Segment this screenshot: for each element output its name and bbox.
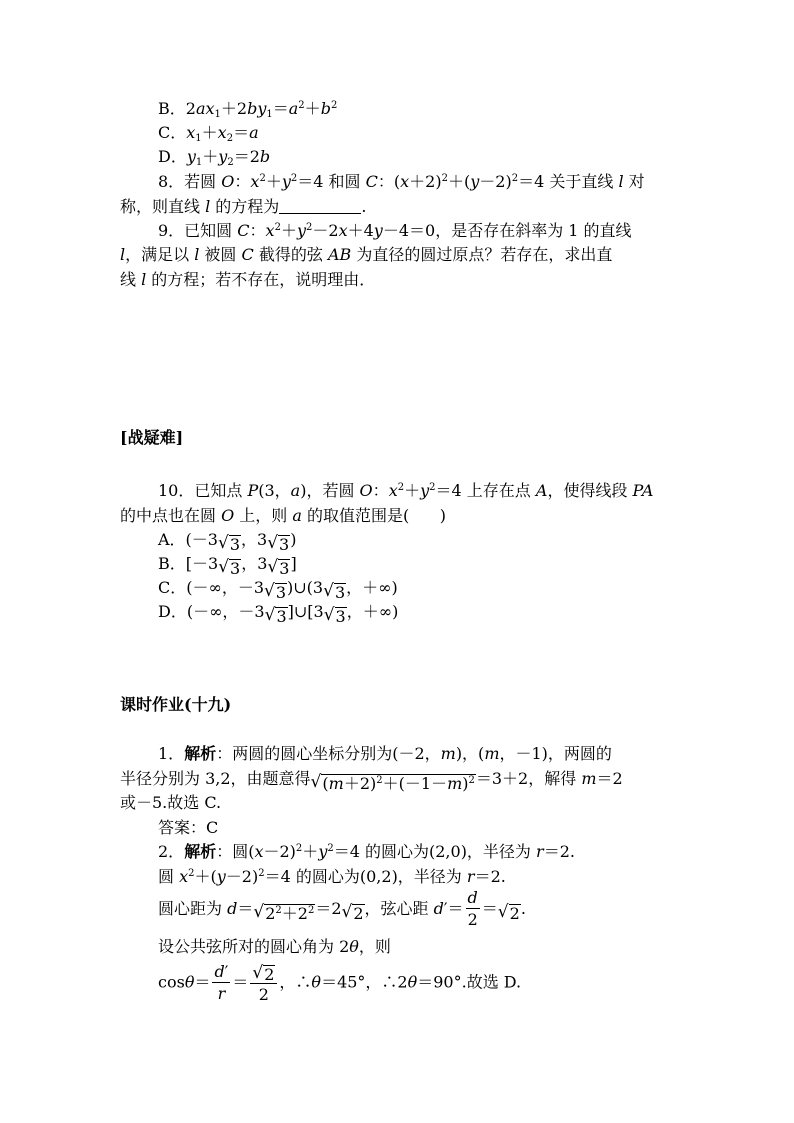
- a2-line-1: 2．解析：圆$(x-2)^2+y^2=4$ 的圆心为(2,0)，半径为 r＝2.: [158, 842, 575, 861]
- a2-line-4: 设公共弦所对的圆心角为 2θ，则: [158, 937, 391, 956]
- a1-line-3: 或－5.故选 C.: [120, 793, 222, 812]
- a2-line-2: 圆 $x^2+(y-2)^2=4$ 的圆心为(0,2)，半径为 r＝2.: [158, 867, 506, 886]
- answers-heading: 课时作业(十九): [120, 695, 232, 714]
- q10-option-c: C．(－∞，－3 √ 3 )∪(3 √ 3 ，＋∞): [158, 578, 398, 602]
- q10-option-d: D．(－∞，－3 √ 3 ]∪[3 √ 3 ，＋∞): [158, 602, 399, 626]
- q9-line-2: l，满足以 l 被圆 C 截得的弦 AB 为直径的圆过原点？若存在，求出直: [120, 245, 613, 264]
- q10-line-1: 10．已知点 P(3，a)，若圆 O：$x^2+y^2=4$ 上存在点 A，使得线段 PA: [158, 481, 654, 500]
- a1-answer: 答案：C: [158, 818, 219, 837]
- q7-option-d: D．$y_1+y_2=2b$: [158, 147, 271, 168]
- q10-option-b: B．[－3 √ 3 ，3 √ 3 ]: [158, 554, 297, 578]
- q8-line-1: 8．若圆 O：$x^2+y^2=4$ 和圆 C：$(x+2)^2+(y-2)^2=4$ 关于直线 l 对: [158, 172, 645, 191]
- q9-line-1: 9．已知圆 C：$x^2+y^2-2x+4y-4=0$，是否存在斜率为 1 的直线: [158, 221, 632, 240]
- a2-line-5: cosθ＝ $\frac{d'}{r}$ ＝ √ 2 2 ，∴θ＝45°，∴2θ＝90°.故选 D.: [158, 961, 522, 1004]
- q8-line-2: 称，则直线 l 的方程为 .: [120, 197, 367, 216]
- challenge-heading: [战疑难]: [120, 428, 184, 447]
- q7-option-c: C．$x_1+x_2=a$: [158, 123, 259, 144]
- q9-line-3: 线 l 的方程；若不存在，说明理由．: [120, 270, 376, 289]
- a1-line-2: 半径分别为 3,2，由题意得 √ $(m+2)^2+(-1-m)^2$ ＝3＋2，解得 m＝2: [120, 769, 623, 793]
- q7-option-b: B．$2ax_1+2by_1=a^2+b^2$: [158, 99, 338, 120]
- a1-line-1: 1．解析：两圆的圆心坐标分别为(－2，m)，(m，－1)，两圆的: [158, 744, 612, 763]
- a2-line-3: 圆心距为 d＝ √ $2^2+2^2$ ＝2 √ 2 ，弦心距 d′＝ $\frac{d}{2}$ ＝ √ 2 .: [158, 888, 526, 929]
- answer-blank: [279, 198, 361, 214]
- q10-line-2: 的中点也在圆 O 上，则 a 的取值范围是( ): [120, 506, 447, 525]
- q10-option-a: A．(－3 √ 3 ，3 √ 3 ): [158, 530, 297, 554]
